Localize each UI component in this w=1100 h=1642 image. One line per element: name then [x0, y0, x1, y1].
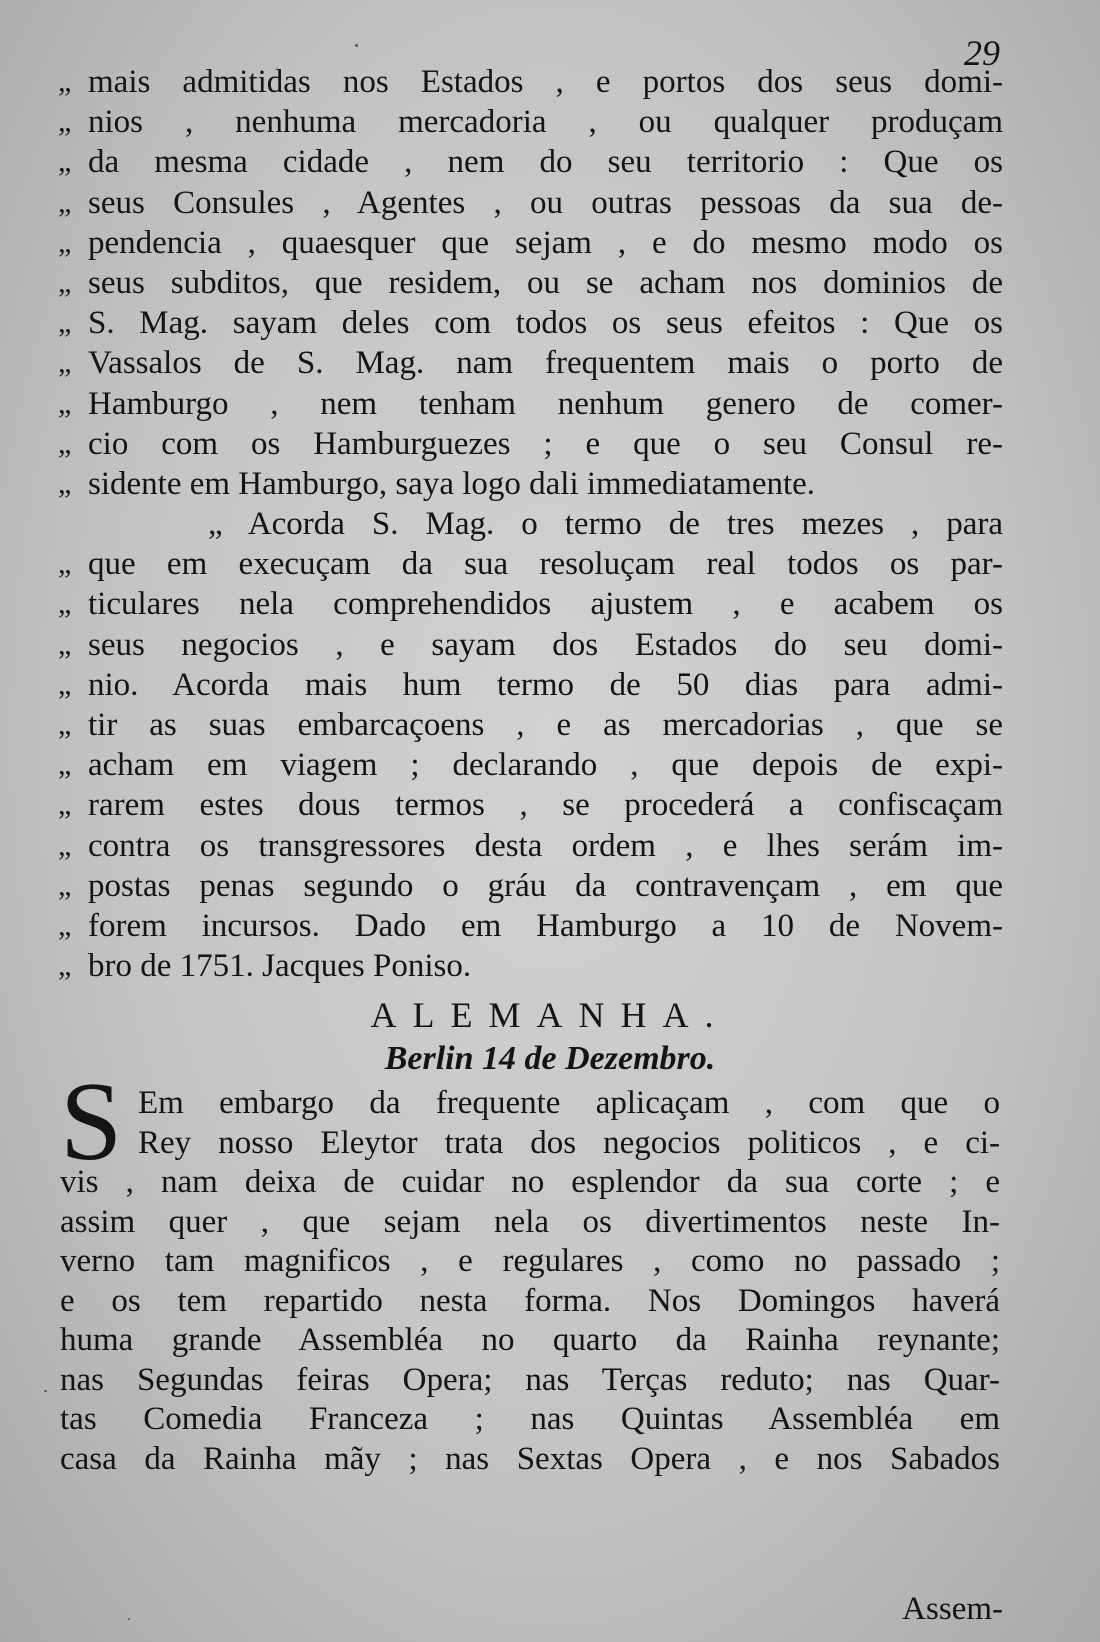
- quote-mark: „: [58, 145, 72, 179]
- quote-mark: „: [58, 306, 72, 340]
- quoted-line: [58, 705, 1003, 745]
- quoted-line-text: ticulares nela comprehendidos ajustem , e acabem os: [88, 586, 1003, 623]
- quote-mark: „: [58, 225, 72, 259]
- paper-speck: [355, 44, 358, 47]
- page-number: 29: [964, 33, 1000, 73]
- quote-mark: „: [58, 667, 72, 701]
- paragraph-line: verno tam magnificos , e regulares , como no passado ;: [60, 1243, 1000, 1279]
- paper-speck: [128, 1618, 130, 1620]
- quoted-line-text: forem incursos. Dado em Hamburgo a 10 de Novem-: [88, 907, 1003, 944]
- quote-mark: „: [58, 748, 72, 782]
- quoted-line-text: rarem estes dous termos , se procederá a confiscaçam: [88, 787, 1003, 824]
- quote-mark: „: [58, 908, 72, 942]
- quoted-line: [58, 62, 1003, 102]
- paragraph-line: Em embargo da frequente aplicaçam , com que o: [138, 1085, 1000, 1121]
- quoted-line: [58, 745, 1003, 785]
- quoted-line-text: seus Consules , Agentes , ou outras pessoas da sua de-: [88, 184, 1003, 221]
- quoted-line-text: seus negocios , e sayam dos Estados do seu domi-: [88, 626, 1003, 663]
- quote-mark: „: [58, 627, 72, 661]
- quoted-line: [58, 384, 1003, 424]
- paragraph-line: nas Segundas feiras Opera; nas Terças reduto; nas Quar-: [60, 1361, 1000, 1398]
- quoted-line-text: sidente em Hamburgo, saya logo dali immediatamente.: [88, 465, 816, 502]
- quote-mark: „: [58, 868, 72, 902]
- quoted-line-text: bro de 1751. Jacques Poniso.: [88, 948, 472, 985]
- quote-mark: „: [58, 265, 72, 299]
- quoted-line: [58, 785, 1003, 825]
- quote-mark: „: [58, 105, 72, 139]
- quoted-line: [58, 866, 1003, 906]
- dateline: Berlin 14 de Dezembro.: [384, 1040, 716, 1077]
- paragraph-line: vis , nam deixa de cuidar no esplendor da sua corte ; e: [60, 1164, 1000, 1200]
- quoted-line: [58, 142, 1003, 182]
- quote-mark: „: [58, 547, 72, 581]
- quoted-line: [58, 625, 1003, 665]
- quote-mark: „: [58, 466, 72, 500]
- quoted-line: [58, 906, 1003, 946]
- quote-mark: „: [58, 426, 72, 460]
- quoted-line-text: Vassalos de S. Mag. nam frequentem mais o porto de: [88, 345, 1003, 382]
- quoted-line-text: acham em viagem ; declarando , que depois de expi-: [88, 747, 1003, 784]
- quoted-decree-block: [58, 62, 1003, 986]
- section-heading: ALEMANHA.: [370, 995, 730, 1035]
- quote-mark: „: [58, 386, 72, 420]
- quoted-line: [58, 464, 1003, 504]
- quote-mark: „: [58, 346, 72, 380]
- catchword: Assem-: [902, 1591, 1003, 1627]
- quoted-line-text: „ Acorda S. Mag. o termo de tres mezes , para: [208, 506, 1003, 543]
- paragraph-line: tas Comedia Franceza ; nas Quintas Assembléa em: [60, 1401, 1000, 1437]
- quoted-line-text: postas penas segundo o gráu da contravençam , em que: [88, 867, 1003, 904]
- quote-mark: „: [58, 587, 72, 621]
- paper-speck: [44, 1390, 47, 1392]
- paragraph-line: huma grande Assembléa no quarto da Rainha reynante;: [60, 1322, 1000, 1358]
- quoted-line-text: nios , nenhuma mercadoria , ou qualquer produçam: [88, 104, 1003, 141]
- quoted-line-text: contra os transgressores desta ordem , e lhes serám im-: [88, 827, 1003, 864]
- quoted-line-text: cio com os Hamburguezes ; e que o seu Consul re-: [88, 425, 1003, 462]
- quoted-line-text: S. Mag. sayam deles com todos os seus efeitos : Que os: [88, 305, 1003, 342]
- quoted-line-text: seus subditos, que residem, ou se acham nos dominios de: [88, 264, 1003, 301]
- quoted-line: [58, 263, 1003, 303]
- quoted-line: [58, 584, 1003, 624]
- quoted-line: [58, 946, 1003, 986]
- quoted-line: [58, 504, 1003, 544]
- quoted-line: [58, 183, 1003, 223]
- quote-mark: „: [58, 65, 72, 98]
- quoted-line: [58, 826, 1003, 866]
- quote-mark: „: [58, 949, 72, 983]
- paragraph-line: Rey nosso Eleytor trata dos negocios politicos , e ci-: [138, 1124, 1000, 1161]
- quoted-line: [58, 544, 1003, 584]
- paragraph-line: assim quer , que sejam nela os divertimentos neste In-: [60, 1203, 1000, 1240]
- quote-mark: „: [58, 708, 72, 741]
- paragraph-line: e os tem repartido nesta forma. Nos Domingos haverá: [60, 1282, 1000, 1319]
- quoted-line: [58, 102, 1003, 142]
- quoted-line-text: pendencia , quaesquer que sejam , e do mesmo modo os: [88, 224, 1003, 261]
- quoted-line-text: Hamburgo , nem tenham nenhum genero de comer-: [88, 385, 1003, 422]
- quoted-line: [58, 665, 1003, 705]
- quote-mark: „: [58, 788, 72, 822]
- quoted-line: [58, 424, 1003, 464]
- news-paragraph: [60, 1084, 1000, 1479]
- quoted-line-text: nio. Acorda mais hum termo de 50 dias para admi-: [88, 666, 1003, 703]
- quoted-line-text: mais admitidas nos Estados , e portos dos seus domi-: [88, 64, 1003, 100]
- paragraph-line: casa da Rainha mãy ; nas Sextas Opera , e nos Sabados: [60, 1440, 1000, 1477]
- quoted-line: [58, 303, 1003, 343]
- quoted-line: [58, 343, 1003, 383]
- quoted-line-text: tir as suas embarcaçoens , e as mercadorias , que se: [88, 707, 1003, 743]
- quote-mark: „: [58, 828, 72, 862]
- quote-mark: „: [58, 185, 72, 219]
- quoted-line-text: da mesma cidade , nem do seu territorio : Que os: [88, 144, 1003, 181]
- quoted-line-text: que em execuçam da sua resoluçam real todos os par-: [88, 546, 1003, 583]
- quoted-line: [58, 223, 1003, 263]
- drop-cap: S: [60, 1060, 123, 1184]
